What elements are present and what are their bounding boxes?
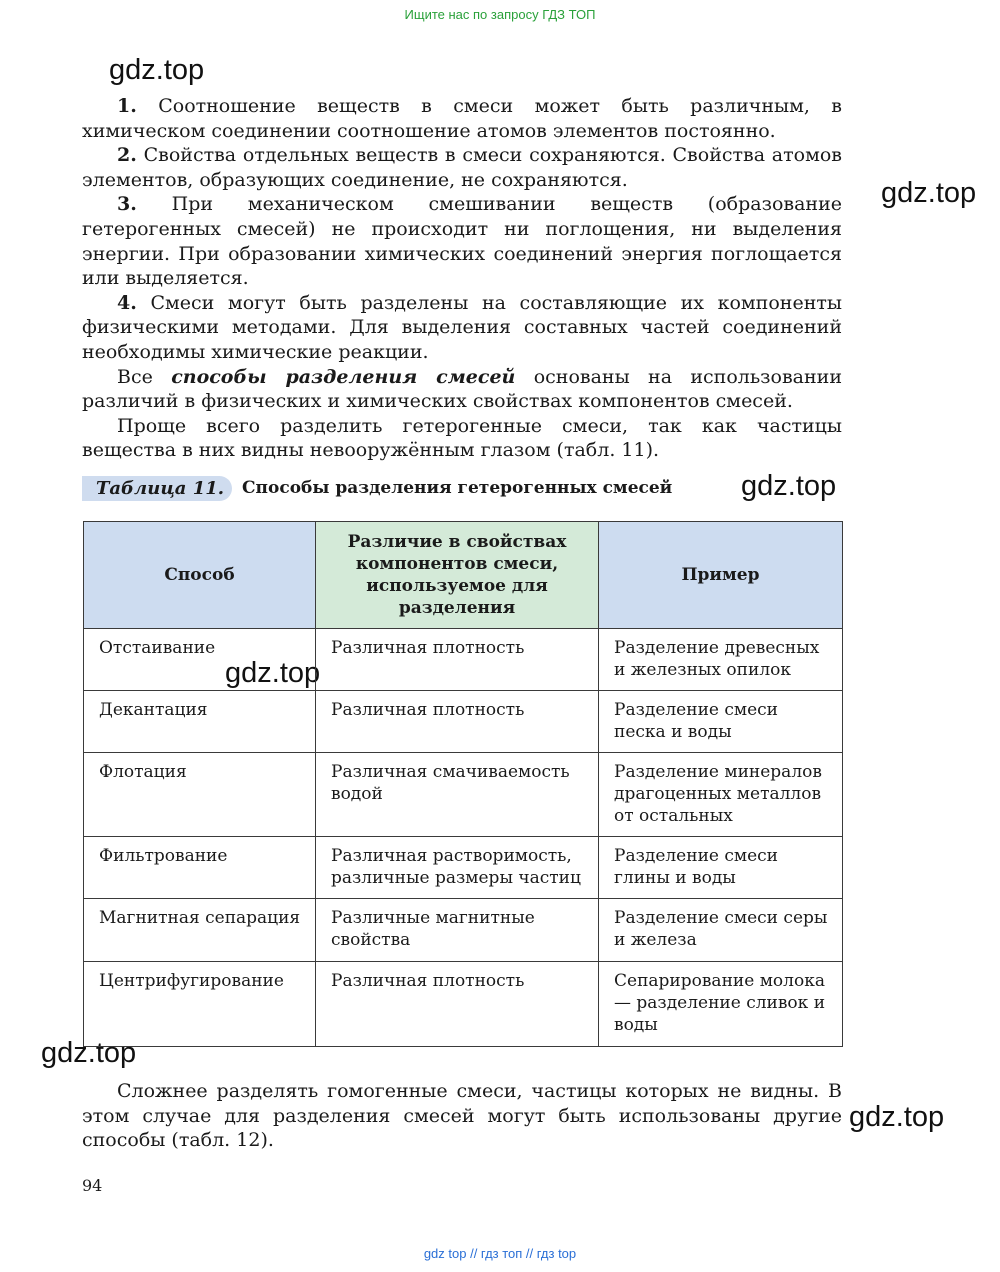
table-cell: Фильтрование bbox=[84, 837, 316, 899]
table-number: Таблица 11. bbox=[82, 476, 232, 501]
paragraph-text: Соотношение веществ в смеси может быть различным, в химическом соединении соотношение атомов элементов постоянно. bbox=[82, 95, 842, 142]
paragraph-text: Смеси могут быть разделены на составляющие их компоненты физическими методами. Для выделения составных частей соединений необходимы химические реакции. bbox=[82, 291, 842, 363]
table-row bbox=[84, 962, 843, 1047]
table-row bbox=[84, 899, 843, 962]
table-title: Способы разделения гетерогенных смесей bbox=[242, 478, 673, 498]
table-cell: Декантация bbox=[84, 691, 316, 753]
closing-text bbox=[82, 1079, 842, 1153]
table-cell: Отстаивание bbox=[84, 629, 316, 691]
key-term: способы разделения смесей bbox=[171, 365, 516, 388]
paragraph-3 bbox=[82, 192, 842, 290]
table-cell: Разделение древесных и железных опилок bbox=[599, 629, 843, 691]
item-number: 2. bbox=[117, 144, 137, 167]
intro-text bbox=[82, 94, 842, 463]
table-cell: Флотация bbox=[84, 753, 316, 837]
item-number: 3. bbox=[117, 193, 137, 216]
table-cell: Разделение смеси песка и воды bbox=[599, 691, 843, 753]
paragraph-text: основаны на использовании различий в физических и химических свойствах компонентов смесей. bbox=[82, 365, 842, 413]
table-cell: Сепарирование молока — разделение сливок и воды bbox=[599, 962, 843, 1047]
top-banner: Ищите нас по запросу ГДЗ ТОП bbox=[404, 7, 596, 22]
table-cell: Разделение смеси глины и воды bbox=[599, 837, 843, 899]
column-header-property: Различие в свойствах компонентов смеси, используемое для разделения bbox=[316, 522, 599, 629]
table-cell: Различная плотность bbox=[316, 629, 599, 691]
bottom-banner: gdz top // гдз топ // гдз top bbox=[423, 1246, 577, 1261]
watermark: gdz.top bbox=[225, 657, 321, 689]
table-cell: Разделение смеси серы и железа bbox=[599, 899, 843, 962]
table-row bbox=[84, 629, 843, 691]
table-cell: Различная плотность bbox=[316, 962, 599, 1047]
table-row bbox=[84, 837, 843, 899]
paragraph-separation-methods bbox=[82, 365, 842, 414]
column-header-example: Пример bbox=[599, 522, 843, 629]
table-cell: Различная смачиваемость водой bbox=[316, 753, 599, 837]
paragraph-heterogeneous: Проще всего разделить гетерогенные смеси, так как частицы вещества в них видны невооружённым глазом (табл. 11). bbox=[82, 414, 842, 462]
paragraph-text: Все bbox=[117, 365, 172, 388]
watermark: gdz.top bbox=[741, 470, 837, 502]
watermark: gdz.top bbox=[41, 1037, 137, 1069]
column-header-method: Способ bbox=[84, 522, 316, 629]
table-cell: Различные магнитные свойства bbox=[316, 899, 599, 962]
table-cell: Различная плотность bbox=[316, 691, 599, 753]
table-header-row bbox=[84, 522, 843, 629]
table-cell: Центрифугирование bbox=[84, 962, 316, 1047]
paragraph-homogeneous: Сложнее разделять гомогенные смеси, частицы которых не видны. В этом случае для разделения смесей могут быть использованы другие способы (табл. 12). bbox=[82, 1080, 842, 1152]
item-number: 1. bbox=[117, 95, 137, 117]
table-row bbox=[84, 753, 843, 837]
table-cell: Различная растворимость, различные размеры частиц bbox=[316, 837, 599, 899]
table-cell: Магнитная сепарация bbox=[84, 899, 316, 962]
paragraph-4 bbox=[82, 291, 842, 365]
item-number: 4. bbox=[117, 291, 137, 314]
paragraph-2 bbox=[82, 143, 842, 192]
paragraph-text: Свойства отдельных веществ в смеси сохраняются. Свойства атомов элементов, образующих соединение, не сохраняются. bbox=[82, 144, 842, 191]
paragraph-text: При механическом смешивании веществ (образование гетерогенных смесей) не происходит ни поглощения, ни выделения энергии. При образовании химических соединений энергия поглощается или выделяется. bbox=[82, 193, 842, 290]
table-cell: Разделение минералов драгоценных металлов от остальных bbox=[599, 753, 843, 837]
paragraph-1 bbox=[82, 94, 842, 143]
watermark: gdz.top bbox=[881, 177, 977, 209]
table-row bbox=[84, 691, 843, 753]
table-caption bbox=[82, 474, 672, 502]
watermark: gdz.top bbox=[849, 1101, 945, 1133]
watermark: gdz.top bbox=[109, 54, 205, 86]
page-number: 94 bbox=[82, 1176, 103, 1195]
separation-methods-table bbox=[83, 521, 843, 1047]
